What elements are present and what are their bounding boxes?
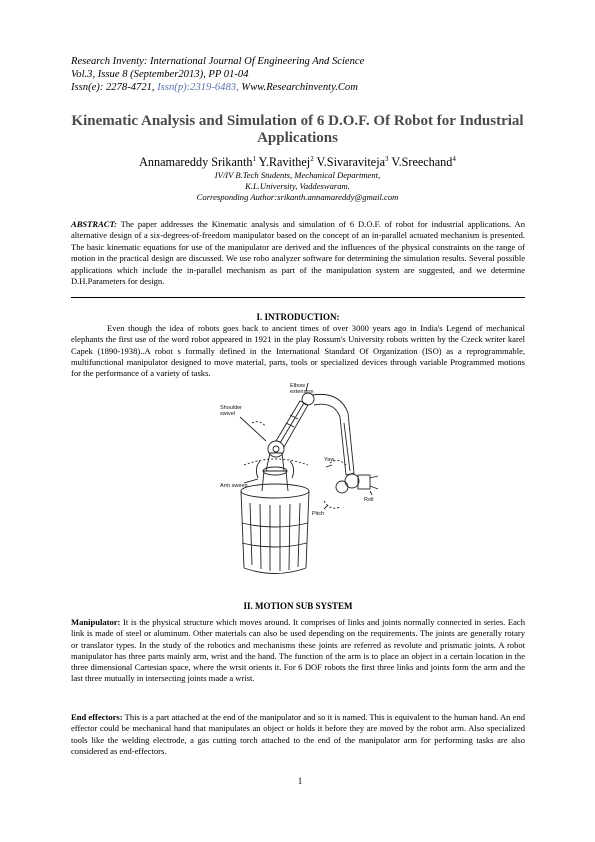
journal-volume: Vol.3, Issue 8 (September2013), PP 01-04: [71, 68, 249, 80]
journal-website: Www.Researchinventy.Com: [241, 81, 358, 93]
author-sup: 4: [452, 155, 456, 163]
label-elbow-2: extension: [290, 389, 314, 395]
journal-name: Research Inventy: International Journal Of Engineering And Science: [71, 56, 365, 67]
author-name: Y.Ravithej: [258, 155, 311, 170]
introduction-paragraph: Even though the idea of robots goes back to ancient times of over 3000 years ago in India's Legend of mechanical elephants the first use of the word robot appeared in 1921 in the play Rossum's University robots written by the Czeck writer karel Capek (1890-1938)..A robot s formally defined in the International Standard Of Organization (ISO) as a reprogrammable, multifunctional manipulator designed to move material, parts, tools or specialized devices through variable Programmed motions for the performance of a variety of tasks.: [71, 323, 525, 379]
manipulator-text: It is the physical structure which moves around. It comprises of links and joints normally connected in series. Each link is made of steel or aluminum. Other materials can also be used depending on the requirements. The joints are generally rotary or translator types. In the study of the robotics and mechanisms these joints are referred as revolute and prismatic joints. A robot manipulator has three parts mainly arm, wrist and the hand. The function of the arm is to place an object in a certain location in the three dimensional Cartesian space, where the wrsit orients it. For 6 DOF robots the first three links and joints form the arm and the last three mutually in intersecting joints made a wrist.: [71, 617, 526, 684]
affiliation-line: IV/IV B.Tech Students, Mechanical Department,: [214, 170, 381, 180]
label-elbow: Elbow: [290, 383, 305, 389]
author-sup: 2: [310, 155, 314, 163]
issn-print: Issn(p):2319-6483,: [157, 81, 242, 93]
manipulator-label: Manipulator:: [71, 617, 121, 627]
issn-electronic: Issn(e): 2278-4721,: [71, 81, 158, 93]
label-shoulder: Shoulder: [220, 405, 243, 411]
author-list: [60, 152, 535, 169]
label-arm-sweep: Arm sweep: [220, 483, 248, 489]
affiliation: [60, 170, 535, 203]
label-yaw: Yaw: [324, 457, 335, 463]
author-sup: 1: [252, 155, 257, 163]
abstract-divider: [71, 297, 525, 298]
label-shoulder-2: swivel: [220, 411, 235, 417]
journal-header: [71, 56, 531, 94]
journal-issn: [71, 82, 531, 95]
paper-title: Kinematic Analysis and Simulation of 6 D.O.F. Of Robot for Industrial Applications: [71, 113, 524, 146]
abstract-label: ABSTRACT:: [71, 219, 117, 229]
affiliation-line: K.L.University, Vaddeswaram.: [245, 181, 350, 191]
end-effectors-label: End effectors:: [71, 712, 123, 722]
label-roll: Roll: [364, 497, 374, 503]
section-heading-introduction: I. INTRODUCTION:: [256, 312, 340, 322]
abstract-text: The paper addresses the Kinematic analysis and simulation of 6 D.O.F. of robot for industrial applications. An alternative design of a six-degrees-of-freedom manipulator based on the concept of an in-parallel actuated mechanism is presented. The basic kinematic equations for use of the manipulator are derived and the influences of the physical constraints on the range of motion in the practical design are discussed. We use robo analyzer software for determining the simulation results. Several possible applications which include the in-parallel mechanism as part of the manipulation system are suggested, and we determine D.H.Parameters for design.: [71, 219, 526, 287]
robot-arm-figure: [220, 383, 380, 583]
author-name: V.Sreechand: [391, 155, 453, 170]
robot-arm-drawing: [220, 383, 380, 583]
author-sup: 3: [385, 155, 389, 163]
section-heading-motion-subsystem: II. MOTION SUB SYSTEM: [243, 601, 353, 611]
author-name: V.Sivaraviteja: [316, 155, 386, 170]
abstract: [71, 219, 525, 287]
corresponding-author: Corresponding Author:srikanth.annamareddy@gmail.com: [196, 192, 399, 202]
manipulator-paragraph: [71, 617, 525, 685]
end-effectors-text: This is a part attached at the end of the manipulator and so it is named. This is equivalent to the human hand. An end effector could be mechanical hand that manipulates an object or holds it before they are moved by the robot arm. Also specialized tools like the welding electrode, a gas cutting torch attached to the end of the manipulator arm for performing tasks are also considered as end-effectors.: [71, 712, 525, 756]
end-effectors-paragraph: [71, 712, 525, 757]
page-number: 1: [297, 776, 303, 786]
author-name: Annamareddy Srikanth: [139, 155, 253, 170]
label-pitch: Pitch: [312, 511, 325, 517]
